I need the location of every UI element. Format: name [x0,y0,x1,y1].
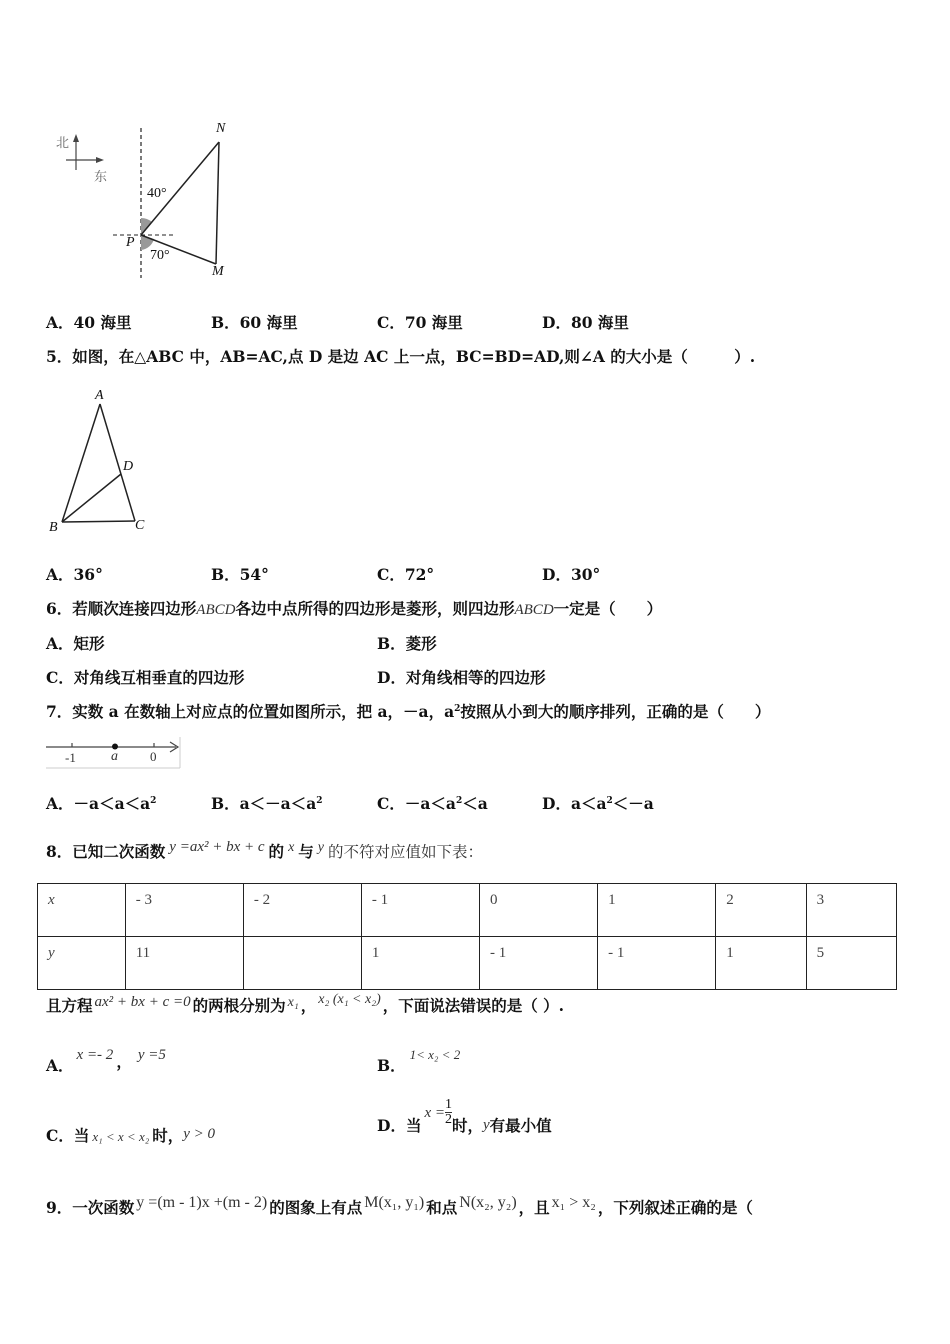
compass-north-arrow-icon [73,134,79,142]
q8-cond-prefix: 且方程 [46,996,93,1015]
compass-east-label: 东 [94,170,108,185]
table-cell: - 2 [243,884,361,937]
q8-option-b-expr: 1< x₂ < 2 [409,1047,461,1062]
q6-option-b: B．菱形 [377,634,437,653]
q9-question [46,1196,753,1218]
q5-option-d: D．30° [542,565,601,584]
q7-text-after: 按照从小到大的顺序排列，正确的是（ ） [460,702,771,721]
q8-option-b: B．1< x₂ < 2 [377,1047,461,1075]
q6-abcd-2: ABCD [514,602,554,618]
q8-option-d: D．当x = $\frac{1}{2}$ 时，y有最小值 [377,1097,552,1135]
q9-function: y =(m - 1)x +(m - 2) [136,1194,268,1211]
q8-y-var: y [317,840,325,855]
q6-middle: 各边中点所得的四边形是菱形，则四边形 [235,599,515,618]
table-cell: 1 [598,884,716,937]
compass-east-arrow-icon [96,157,104,163]
q4-option-a: A．40 海里 [46,313,132,332]
table-cell: 0 [480,884,598,937]
compass-north-label: 北 [56,136,70,151]
q7-option-c: C．$-a<a^2<a$ [377,794,488,813]
angle-70-label: 70° [150,248,170,263]
triangle-abc-diagram [44,388,159,538]
q7-text-before: 7．实数 a 在数轴上对应点的位置如图所示，把 a，－a，a [46,702,455,721]
q6-option-c: C．对角线互相垂直的四边形 [46,668,245,687]
table-cell: - 1 [361,884,479,937]
q9-mid2: 和点 [426,1198,458,1217]
q8-option-a-y: y =5 [137,1047,166,1063]
q9-point-n: N(x₂, y₂) [459,1194,517,1211]
q7-superscript: 2 [454,704,461,714]
point-P-label: P [126,235,135,250]
q8-value-table [37,883,897,990]
q8-option-a-x: x =- 2 [76,1047,114,1063]
q8-yu: 与 [298,842,314,861]
table-header-x: x [38,884,126,937]
q6-suffix: 一定是（ ） [553,599,663,618]
segment-BD [62,474,121,522]
q8-comma: ， [300,996,317,1015]
q9-point-m: M(x₁, y₁) [364,1194,425,1211]
navigation-diagram [48,118,258,290]
point-N-label: N [216,121,226,136]
q7-option-b: B．$a<-a<a^2$ [211,794,323,813]
table-cell: 3 [806,884,896,937]
vertex-D-label: D [123,459,134,474]
q9-suffix: ，下列叙述正确的是（ [597,1198,753,1217]
q8-cond-suffix: ，下面说法错误的是（ ）. [382,996,565,1015]
side-AB [62,404,100,522]
q8-option-c-expr2: y > 0 [183,1126,216,1142]
table-cell: - 3 [125,884,243,937]
q8-cond-mid: 的两根分别为 [192,996,286,1015]
table-cell: 5 [806,937,896,990]
q6-prefix: 6．若顺次连接四边形 [46,599,197,618]
q9-mid3: ，且 [518,1198,550,1217]
q8-x-var: x [288,840,295,855]
table-cell [243,937,361,990]
table-header-y: y [38,937,126,990]
label-zero: 0 [150,749,157,764]
q9-condition: x₁ > x₂ [551,1194,596,1211]
q8-function: y =ax² + bx + c [169,839,265,855]
table-cell: 1 [716,937,806,990]
q8-intro-suffix: 的不符对应值如下表： [328,843,484,861]
q4-option-d: D．80 海里 [542,313,629,332]
vertex-C-label: C [135,518,145,533]
q7-question [46,700,770,722]
q7-option-a: A．$-a<a<a^2$ [46,794,157,813]
line-NM [216,142,219,264]
q8-de: 的 [268,842,285,861]
side-BC [62,521,135,522]
q4-option-c: C．70 海里 [377,313,463,332]
q8-option-d-fraction: $\frac{1}{2}$ [444,1097,452,1127]
label-minus-one: -1 [65,750,76,765]
q8-root-x1: x₁ [287,995,299,1010]
q5-figure [44,388,159,538]
q8-intro [46,840,483,862]
table-cell: 1 [361,937,479,990]
q9-prefix: 9．一次函数 [46,1198,135,1217]
q8-intro-prefix: 8．已知二次函数 [46,842,166,861]
q9-mid1: 的图象上有点 [269,1198,363,1217]
table-cell: - 1 [598,937,716,990]
table-row-y [38,937,897,990]
q6-abcd-1: ABCD [196,602,236,618]
q8-equation: ax² + bx + c =0 [94,994,191,1010]
angle-40-label: 40° [147,186,167,201]
q5-option-c: C．72° [377,565,435,584]
point-M-label: M [212,264,224,279]
q5-question: 5．如图，在△ABC 中，AB=AC,点 D 是边 AC 上一点，BC=BD=AD,则∠A 的大小是（ ）. [46,347,756,366]
vertex-B-label: B [49,520,58,535]
q8-option-c: C．当 x₁ < x < x₂ 时，y > 0 [46,1126,216,1145]
q6-question [46,597,662,619]
q5-option-b: B．54° [211,565,269,584]
table-row-x [38,884,897,937]
table-cell: 2 [716,884,806,937]
q4-option-b: B．60 海里 [211,313,298,332]
label-a: a [111,749,118,764]
vertex-A-label: A [95,388,104,403]
q6-option-a: A．矩形 [46,634,105,653]
table-cell: - 1 [480,937,598,990]
q8-option-c-expr: x₁ < x < x₂ [92,1129,150,1144]
q8-option-a: A．x =- 2 ， y =5 [46,1047,166,1075]
q8-condition [46,994,564,1016]
q6-option-d: D．对角线相等的四边形 [377,668,546,687]
q5-option-a: A．36° [46,565,103,584]
q8-option-d-x: x = [424,1104,445,1121]
q7-option-d: D．$a<a^2<-a$ [542,794,654,813]
q4-figure [48,118,258,290]
q8-root-x2-condition: x₂ (x₁ < x₂) [318,992,381,1007]
table-cell: 11 [125,937,243,990]
q7-number-line [44,737,184,769]
